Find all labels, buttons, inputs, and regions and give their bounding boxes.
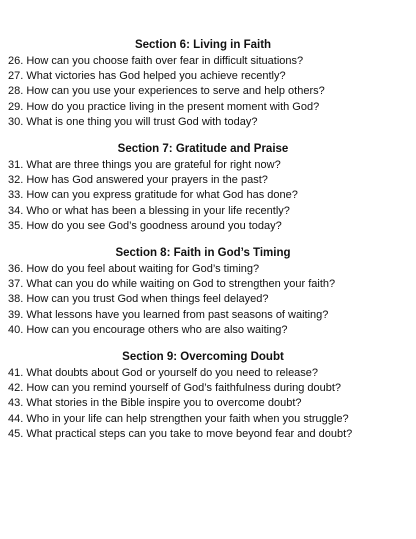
- question-item: 37. What can you do while waiting on God to strengthen your faith?: [8, 278, 336, 291]
- question-item: 26. How can you choose faith over fear in difficult situations?: [8, 55, 304, 67]
- question-item: 38. How can you trust God when things feel delayed?: [8, 293, 269, 306]
- question-item: 45. What practical steps can you take to move beyond fear and doubt?: [8, 427, 353, 440]
- section-heading: Section 8: Faith in God’s Timing: [115, 247, 291, 260]
- question-item: 43. What stories in the Bible inspire you to overcome doubt?: [8, 397, 302, 410]
- question-item: 42. How can you remind yourself of God’s faithfulness during doubt?: [8, 382, 342, 395]
- question-item: 30. What is one thing you will trust God with today?: [8, 115, 258, 128]
- question-item: 31. What are three things you are grateful for right now?: [8, 159, 281, 172]
- question-item: 27. What victories has God helped you achieve recently?: [8, 70, 286, 83]
- section-heading: Section 9: Overcoming Doubt: [122, 351, 284, 364]
- section-6: [8, 38, 412, 130]
- question-item: 29. How do you practice living in the present moment with God?: [8, 100, 320, 113]
- question-item: 35. How do you see God’s goodness around you today?: [8, 219, 282, 232]
- question-item: 44. Who in your life can help strengthen your faith when you struggle?: [8, 412, 349, 425]
- question-item: 36. How do you feel about waiting for God’s timing?: [8, 263, 260, 276]
- question-item: 39. What lessons have you learned from past seasons of waiting?: [8, 308, 329, 321]
- section-9: [8, 350, 412, 442]
- question-item: 34. Who or what has been a blessing in your life recently?: [8, 204, 290, 217]
- question-item: 32. How has God answered your prayers in the past?: [8, 174, 268, 187]
- section-heading: Section 7: Gratitude and Praise: [117, 143, 289, 156]
- section-heading: Section 6: Living in Faith: [134, 39, 272, 51]
- section-8: [8, 246, 412, 338]
- section-7: [8, 142, 412, 234]
- question-item: 28. How can you use your experiences to serve and help others?: [8, 85, 325, 98]
- question-item: 40. How can you encourage others who are also waiting?: [8, 323, 288, 336]
- question-item: 33. How can you express gratitude for what God has done?: [8, 189, 298, 202]
- question-item: 41. What doubts about God or yourself do you need to release?: [8, 367, 319, 380]
